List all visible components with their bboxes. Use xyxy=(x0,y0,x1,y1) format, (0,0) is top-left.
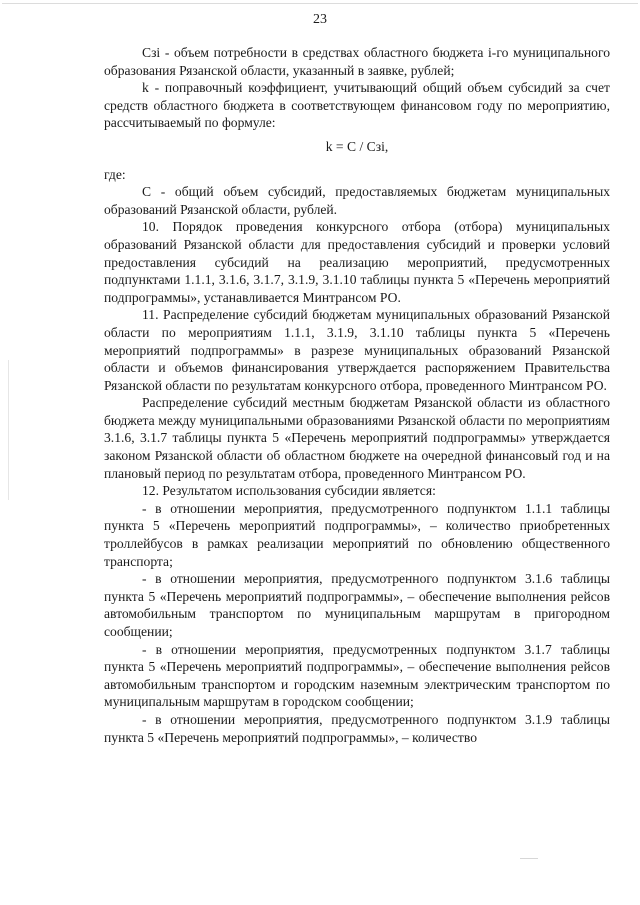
formula: k = C / Cзi, xyxy=(325,138,389,154)
paragraph: С - общий объем субсидий, предоставляемых бюджетам муниципальных образований Рязанской области, рублей. xyxy=(104,184,610,217)
paragraph: 10. Порядок проведения конкурсного отбора (отбора) муниципальных образований Рязанской области для предоставления субсидий и проверки условий предоставления субсидий на реализацию мероприятий, предусмотренных подпунктами 1.1.1, 3.1.6, 3.1.7, 3.1.9, 3.1.10 таблицы пункта 5 «Перечень мероприятий подпрограммы», устанавливается Минтрансом РО. xyxy=(104,219,610,305)
list-item: - в отношении мероприятия, предусмотренного подпунктом 3.1.6 таблицы пункта 5 «Перечень мероприятий подпрограммы», – обеспечение выполнения рейсов автомобильным транспортом по муниципальным маршрутам в пригородном сообщении; xyxy=(104,571,610,639)
paragraph: 11. Распределение субсидий бюджетам муниципальных образований Рязанской области по мероприятиям 1.1.1, 3.1.9, 3.1.10 таблицы пункта 5 «Перечень мероприятий подпрограммы» в разрезе муниципальных образований Рязанской области и объемов финансирования утверждается распоряжением Правительства Рязанской области по результатам конкурсного отбора, проведенного Минтрансом РО. xyxy=(104,307,610,393)
scan-artifact-top xyxy=(2,3,638,4)
scan-artifact-left xyxy=(8,360,9,500)
list-item: - в отношении мероприятия, предусмотренного подпунктом 3.1.9 таблицы пункта 5 «Перечень мероприятий подпрограммы», – количество xyxy=(104,711,610,745)
list-item: - в отношении мероприятия, предусмотренного подпунктом 1.1.1 таблицы пункта 5 «Перечень мероприятий подпрограммы», – количество приобретенных троллейбусов в рамках реализации мероприятий по обновлению общественного транспорта; xyxy=(104,500,610,569)
paragraph: где: xyxy=(104,166,126,182)
page-number: 23 xyxy=(313,12,327,27)
paragraph: Распределение субсидий местным бюджетам Рязанской области из областного бюджета между муниципальными образованиями Рязанской области по мероприятиям 3.1.6, 3.1.7 таблицы пункта 5 «Перечень мероприятий подпрограммы» утверждается законом Рязанской области об областном бюджете на очередной финансовый год и на плановый период по результатам отбора, проведенного Минтрансом РО. xyxy=(104,395,610,481)
paragraph: Cзi - объем потребности в средствах областного бюджета i-го муниципального образования Рязанской области, указанный в заявке, рублей; xyxy=(104,45,610,78)
document-body xyxy=(104,44,610,746)
paragraph: k - поправочный коэффициент, учитывающий общий объем субсидий за счет средств областного бюджета в соответствующем финансовом году по мероприятию, рассчитываемый по формуле: xyxy=(104,80,610,131)
paragraph: 12. Результатом использования субсидии является: xyxy=(142,483,436,499)
scan-artifact-bottom xyxy=(520,858,538,859)
list-item: - в отношении мероприятия, предусмотренных подпунктом 3.1.7 таблицы пункта 5 «Перечень мероприятий подпрограммы», – обеспечение выполнения рейсов автомобильным транспортом и городским наземным электрическим транспортом по муниципальным маршрутам в городском сообщении; xyxy=(104,641,610,710)
